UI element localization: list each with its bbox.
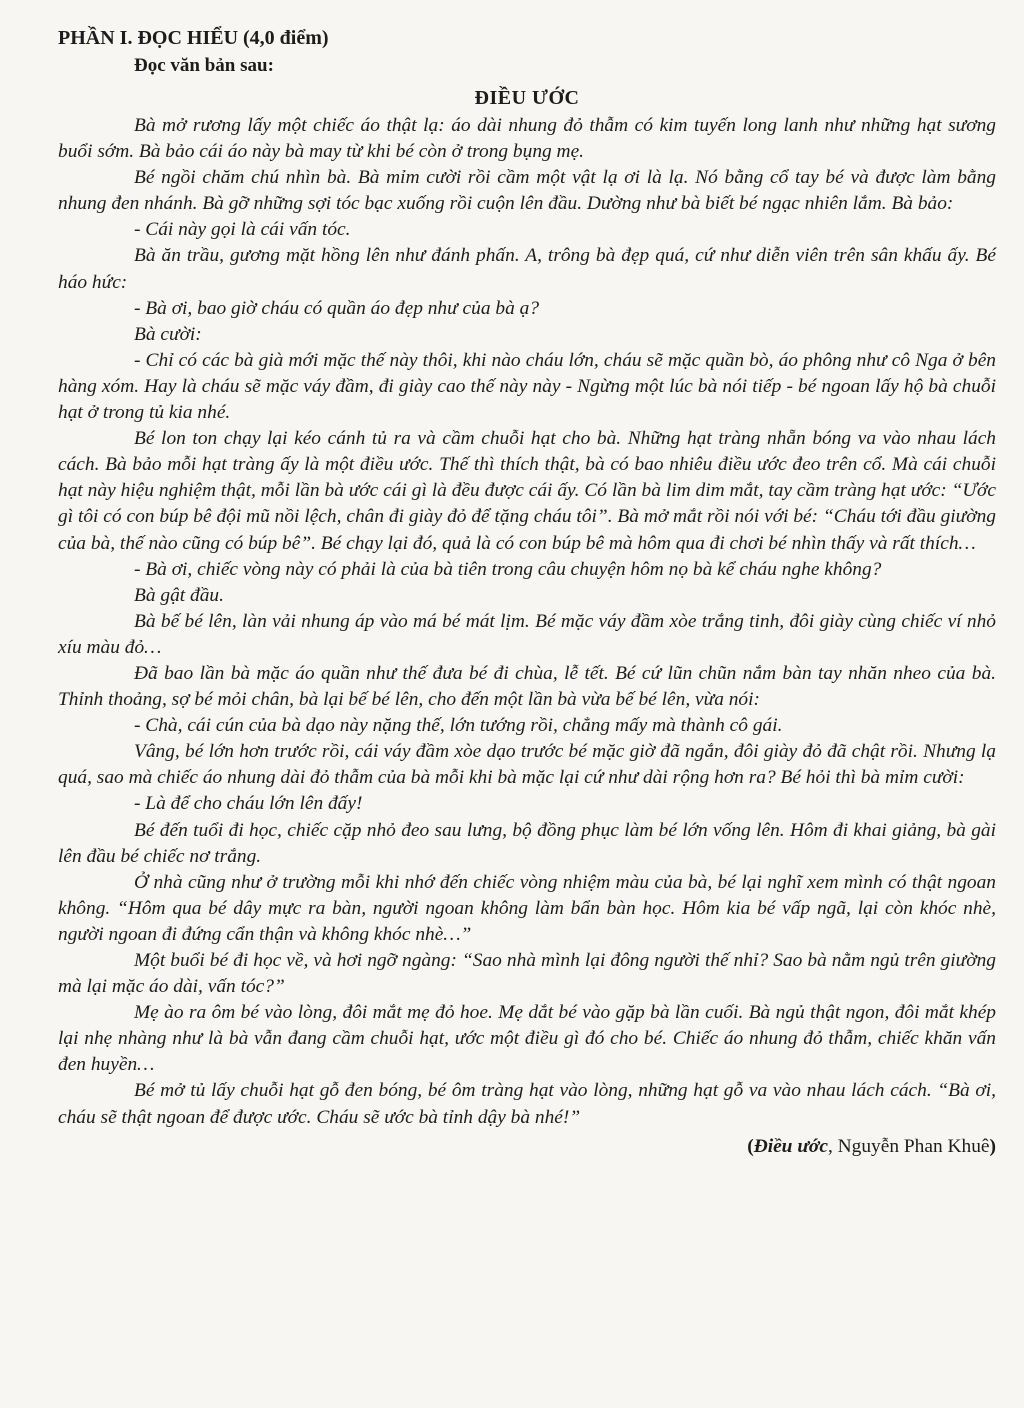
story-paragraph: Vâng, bé lớn hơn trước rồi, cái váy đầm xòe dạo trước bé mặc giờ đã ngắn, đôi giày đỏ đã chật rồi. Nhưng lạ quá, sao mà chiếc áo nhung dài đỏ thẫm của bà mỗi khi bà mặc lại cứ như dài rộng hơn ra? Bé hỏi thì bà mỉm cười: (58, 741, 996, 789)
story-paragraph: - Chỉ có các bà già mới mặc thế này thôi, khi nào cháu lớn, cháu sẽ mặc quần bò, áo phông như cô Nga ở bên hàng xóm. Hay là cháu sẽ mặc váy đầm, đi giày cao thế này này - Ngừng một lúc bà nói tiếp - bé ngoan lấy hộ bà chuỗi hạt ở trong tủ kia nhé. (58, 349, 996, 424)
story-paragraph: Bà cười: (134, 323, 202, 345)
story-paragraph: Bé mở tủ lấy chuỗi hạt gỗ đen bóng, bé ôm tràng hạt vào lòng, những hạt gỗ va vào nhau lách cách. “Bà ơi, cháu sẽ thật ngoan để được ước. Cháu sẽ ước bà tỉnh dậy bà nhé!” (58, 1080, 996, 1128)
citation-author: , Nguyễn Phan Khuê (827, 1135, 990, 1157)
exam-page (58, 24, 996, 1161)
story-body (58, 113, 996, 1131)
story-paragraph: - Chà, cái cún của bà dạo này nặng thế, lớn tướng rồi, chẳng mấy mà thành cô gái. (134, 715, 783, 737)
story-paragraph: Mẹ ào ra ôm bé vào lòng, đôi mắt mẹ đỏ hoe. Mẹ dắt bé vào gặp bà lần cuối. Bà ngủ thật ngon, đôi mắt khép lại nhẹ nhàng như là bà vẫn đang cầm chuỗi hạt, ước một điều gì đó cho bé. Chiếc áo nhung đỏ thẫm, chiếc khăn vấn đen huyền… (58, 1002, 996, 1076)
story-paragraph: Một buổi bé đi học về, và hơi ngỡ ngàng: “Sao nhà mình lại đông người thế nhỉ? Sao bà nằm ngủ trên giường mà lại mặc áo dài, vấn tóc?” (58, 950, 996, 998)
story-paragraph: - Là để cho cháu lớn lên đấy! (134, 793, 363, 815)
story-paragraph: Bà mở rương lấy một chiếc áo thật lạ: áo dài nhung đỏ thẫm có kim tuyến long lanh như những hạt sương buổi sớm. Bà bảo cái áo này bà may từ khi bé còn ở trong bụng mẹ. (58, 115, 996, 163)
citation-close-paren: ) (989, 1135, 996, 1157)
story-paragraph: Bà bế bé lên, làn vải nhung áp vào má bé mát lịm. Bé mặc váy đầm xòe trắng tinh, đôi giày cùng chiếc ví nhỏ xíu màu đỏ… (58, 610, 996, 658)
story-paragraph: Bé lon ton chạy lại kéo cánh tủ ra và cầm chuỗi hạt cho bà. Những hạt tràng nhẵn bóng va vào nhau lách cách. Bà bảo mỗi hạt tràng ấy là một điều ước. Thế thì thích thật, bà có bao nhiêu điều ước đeo trên cổ. Mà cái chuỗi hạt này hiệu nghiệm thật, mỗi lần bà ước cái gì là đều được cái ấy. Có lần bà lim dim mắt, tay cầm tràng hạt ước: “Ước gì tôi có con búp bê đội mũ nồi lệch, chân đi giày đỏ để tặng cháu tôi”. Bà mở mắt rồi nói với bé: “Cháu tới đầu giường của bà, thế nào cũng có búp bê”. Bé chạy lại đó, quả là có con búp bê mà hôm qua đi chơi bé nhìn thấy và rất thích… (58, 428, 996, 554)
reading-instruction: Đọc văn bản sau: (134, 55, 274, 76)
story-paragraph: Bà gật đầu. (134, 584, 224, 606)
story-paragraph: - Cái này gọi là cái vấn tóc. (134, 219, 351, 241)
source-citation (58, 1133, 996, 1161)
story-paragraph: Bé đến tuổi đi học, chiếc cặp nhỏ đeo sau lưng, bộ đồng phục làm bé lớn vống lên. Hôm đi khai giảng, bà gài lên đầu bé chiếc nơ trắng. (58, 819, 996, 867)
story-paragraph: - Bà ơi, bao giờ cháu có quần áo đẹp như của bà ạ? (134, 297, 540, 319)
section-heading: PHẦN I. ĐỌC HIỂU (4,0 điểm) (58, 27, 329, 49)
story-paragraph: Ở nhà cũng như ở trường mỗi khi nhớ đến chiếc vòng nhiệm màu của bà, bé lại nghĩ xem mình có thật ngoan không. “Hôm qua bé dây mực ra bàn, người ngoan không làm bẩn bàn học. Hôm kia bé vấp ngã, lại còn khóc nhè, người ngoan đi đứng cẩn thận và không khóc nhè…” (58, 871, 996, 945)
citation-work-title: Điều ước (753, 1135, 828, 1157)
story-paragraph: Bà ăn trầu, gương mặt hồng lên như đánh phấn. A, trông bà đẹp quá, cứ như diễn viên trên sân khấu ấy. Bé háo hức: (58, 245, 996, 293)
story-paragraph: - Bà ơi, chiếc vòng này có phải là của bà tiên trong câu chuyện hôm nọ bà kể cháu nghe không? (134, 558, 882, 580)
story-paragraph: Bé ngồi chăm chú nhìn bà. Bà mỉm cười rồi cầm một vật lạ ơi là lạ. Nó bằng cổ tay bé và được làm bằng nhung đen nhánh. Bà gỡ những sợi tóc bạc xuống rồi cuộn lên đầu. Dường như bà biết bé ngạc nhiên lắm. Bà bảo: (58, 167, 996, 215)
citation-open-paren: ( (747, 1135, 754, 1157)
story-title: ĐIỀU ƯỚC (474, 87, 580, 109)
story-paragraph: Đã bao lần bà mặc áo quần như thế đưa bé đi chùa, lễ tết. Bé cứ lũn chũn nắm bàn tay nhăn nheo của bà. Thỉnh thoảng, sợ bé mỏi chân, bà lại bế bé lên, cho đến một lần bà vừa bế bé lên, vừa nói: (58, 662, 996, 711)
